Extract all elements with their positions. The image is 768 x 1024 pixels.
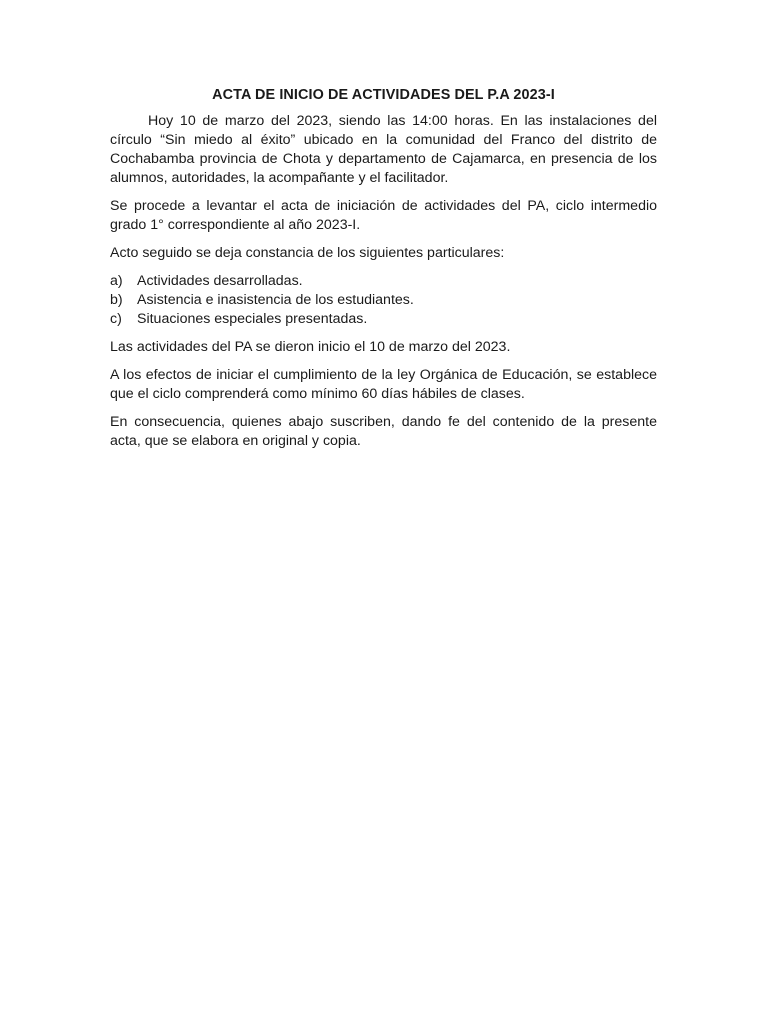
particulars-list [110,272,657,329]
paragraph-law: A los efectos de iniciar el cumplimiento de la ley Orgánica de Educación, se establece que el ciclo comprenderá como mínimo 60 días hábiles de clases. [110,367,657,402]
paragraph-start-date: Las actividades del PA se dieron inicio el 10 de marzo del 2023. [110,339,511,355]
list-item-text: Asistencia e inasistencia de los estudiantes. [137,292,414,308]
paragraph-particulars-intro: Acto seguido se deja constancia de los siguientes particulares: [110,245,505,261]
list-marker: c) [110,311,122,327]
list-item [110,291,657,310]
list-item-text: Situaciones especiales presentadas. [137,311,368,327]
list-marker: b) [110,292,123,308]
paragraph-opening: Hoy 10 de marzo del 2023, siendo las 14:00 horas. En las instalaciones del círculo “Sin miedo al éxito” ubicado en la comunidad del Franco del distrito de Cochabamba provincia de Chota y departamento de Cajamarca, en presencia de los alumnos, autoridades, la acompañante y el facilitador. [110,113,657,186]
list-item-text: Actividades desarrolladas. [137,273,303,289]
document-title: ACTA DE INICIO DE ACTIVIDADES DEL P.A 2023-I [212,87,555,103]
paragraph-procedure: Se procede a levantar el acta de iniciación de actividades del PA, ciclo intermedio grado 1° correspondiente al año 2023-I. [110,198,657,233]
list-marker: a) [110,273,123,289]
paragraph-closing: En consecuencia, quienes abajo suscriben, dando fe del contenido de la presente acta, que se elabora en original y copia. [110,414,657,449]
list-item [110,310,657,329]
list-item [110,272,657,291]
document-body [110,86,657,460]
